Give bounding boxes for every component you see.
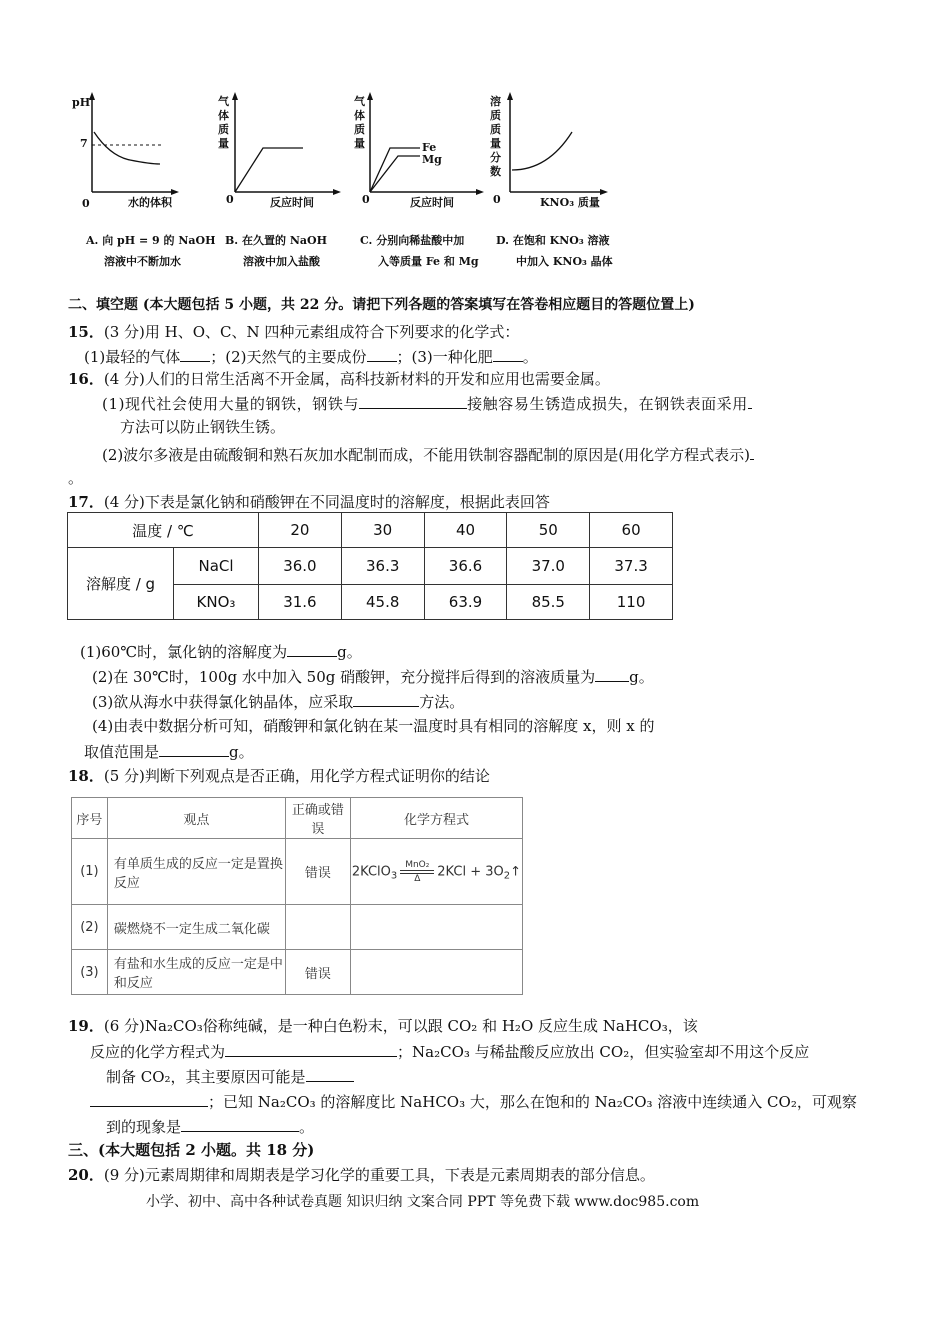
q17-blank2[interactable] <box>595 666 629 682</box>
q19-line2-a: 反应的化学方程式为 <box>90 1043 226 1061</box>
q20-stem-text: (9 分)元素周期律和周期表是学习化学的重要工具，下表是元素周期表的部分信息。 <box>103 1166 655 1184</box>
graph-d-caption-line2: 中加入 KNO₃ 晶体 <box>516 255 613 268</box>
q17-a3-text: (3)欲从海水中获得氯化钠晶体，应采取 <box>92 693 354 711</box>
eq-left: 2KClO <box>351 864 391 879</box>
row3-view: 有盐和水生成的反应一定是中和反应 <box>107 950 285 995</box>
temp-30: 30 <box>341 513 424 548</box>
row2-view: 碳燃烧不一定生成二氧化碳 <box>107 905 285 950</box>
q17-stem-text: (4 分)下表是氯化钠和硝酸钾在不同温度时的溶解度，根据此表回答 <box>103 493 550 511</box>
eq-right: 2KCl + 3O <box>437 864 504 879</box>
row3-no: (3) <box>72 950 108 995</box>
row1-equation <box>350 839 522 905</box>
q16-part2-text: (2)波尔多液是由硫酸铜和熟石灰加水配制而成，不能用铁制容器配制的原因是(用化学方程式表示) <box>102 446 750 464</box>
graph-a-tick: 7 <box>80 137 88 150</box>
graph-b-caption-line2: 溶液中加入盐酸 <box>243 255 320 268</box>
table-row <box>68 513 673 548</box>
solubility-table <box>67 512 673 620</box>
graph-a-ylabel: pH <box>72 96 91 109</box>
graph-a-caption-l1: 向 pH = 9 的 NaOH <box>102 234 216 247</box>
q17-a1-unit: g。 <box>337 643 362 661</box>
graph-b-caption-l1: 在久置的 NaOH <box>241 234 327 247</box>
kno3-20: 31.6 <box>259 585 342 620</box>
graph-b-caption-letter: B. <box>225 234 239 247</box>
q16-blank3[interactable] <box>750 444 754 460</box>
header-judge: 正确或错误 <box>285 798 350 839</box>
q16-blank2[interactable] <box>748 393 752 409</box>
section3-heading: 三、(本大题包括 2 小题。共 18 分) <box>68 1141 315 1159</box>
q17-a4-range-text: 取值范围是 <box>84 743 160 761</box>
nacl-20: 36.0 <box>259 548 342 585</box>
nacl-60: 37.3 <box>590 548 673 585</box>
q19-line1-text: (6 分)Na₂CO₃俗称纯碱，是一种白色粉末，可以跟 CO₂ 和 H₂O 反应生成 NaHCO₃，该 <box>103 1017 698 1035</box>
graph-a-origin: 0 <box>82 197 90 210</box>
q17-number: 17． <box>68 493 104 511</box>
q19-blank2[interactable] <box>306 1066 354 1082</box>
q19-line4-text: ；已知 Na₂CO₃ 的溶解度比 NaHCO₃ 大，那么在饱和的 Na₂CO₃ 溶液中连续通入 CO₂，可观察 <box>208 1093 857 1111</box>
row2-judge[interactable] <box>285 905 350 950</box>
graph-d-caption <box>496 231 610 251</box>
q19-line3-text: 制备 CO₂，其主要原因可能是 <box>106 1068 306 1086</box>
graph-c-series-mg: Mg <box>422 153 442 166</box>
table-row <box>72 798 523 839</box>
q17-a4-unit: g。 <box>229 743 254 761</box>
q18-number: 18． <box>68 767 104 785</box>
q16-stem-text: (4 分)人们的日常生活离不开金属，高科技新材料的开发和应用也需要金属。 <box>103 370 610 388</box>
q17-blank4[interactable] <box>159 741 229 757</box>
q16-part2-end: 。 <box>68 469 84 487</box>
viewpoint-table <box>71 797 523 995</box>
header-no: 序号 <box>72 798 108 839</box>
graph-d-xlabel: KNO₃ 质量 <box>540 196 600 209</box>
graph-d-ylabel: 溶质质量分数 <box>490 95 501 178</box>
q19-line3 <box>106 1066 354 1087</box>
q17-a2 <box>92 666 654 687</box>
q19-line4 <box>90 1091 857 1112</box>
q17-a4: (4)由表中数据分析可知，硝酸钾和氯化钠在某一温度时具有相同的溶解度 x，则 x 的 <box>92 717 655 735</box>
graph-d-caption-letter: D. <box>496 234 509 247</box>
section2-heading: 二、填空题 (本大题包括 5 小题，共 22 分。请把下列各题的答案填写在答卷相应题目的答题位置上) <box>68 297 695 313</box>
q16-number: 16． <box>68 370 104 388</box>
eq-gas-arrow: ↑ <box>510 864 521 879</box>
graph-d-caption-l1: 在饱和 KNO₃ 溶液 <box>512 234 610 247</box>
q20-number: 20． <box>68 1166 104 1184</box>
q17-a2-unit: g。 <box>629 668 654 686</box>
q16-stem <box>68 369 610 389</box>
q15-end: 。 <box>522 348 538 366</box>
q15-stem <box>68 322 519 342</box>
q15-blank3[interactable] <box>493 346 523 362</box>
q19-line2-b: ；Na₂CO₃ 与稀盐酸反应放出 CO₂，但实验室却不用这个反应 <box>397 1043 810 1061</box>
row3-judge: 错误 <box>285 950 350 995</box>
q17-a1-text: (1)60℃时，氯化钠的溶解度为 <box>80 643 288 661</box>
nacl-40: 36.6 <box>424 548 507 585</box>
header-view: 观点 <box>107 798 285 839</box>
graph-c-caption-letter: C. <box>360 234 373 247</box>
table-row <box>72 950 523 995</box>
graph-c-ylabel: 气体质量 <box>354 95 365 150</box>
row1-view: 有单质生成的反应一定是置换反应 <box>107 839 285 905</box>
q15-answers <box>84 346 538 367</box>
q15-number: 15． <box>68 323 104 341</box>
kno3-60: 110 <box>590 585 673 620</box>
q16-part1-b: 接触容易生锈造成损失，在钢铁表面采用 <box>467 395 748 413</box>
q17-a4-range <box>84 741 254 762</box>
q15-part3: ；(3)一种化肥 <box>396 348 493 366</box>
q19-blank1[interactable] <box>225 1041 397 1057</box>
temp-20: 20 <box>259 513 342 548</box>
q17-a2-text: (2)在 30℃时，100g 水中加入 50g 硝酸钾，充分搅拌后得到的溶液质量为 <box>92 668 596 686</box>
q19-line1 <box>68 1016 698 1036</box>
q15-stem-text: (3 分)用 H、O、C、N 四种元素组成符合下列要求的化学式： <box>103 323 520 341</box>
q15-blank2[interactable] <box>367 346 397 362</box>
table-row <box>68 548 673 585</box>
q15-part2: ；(2)天然气的主要成份 <box>210 348 367 366</box>
graph-c-caption <box>360 231 464 251</box>
q15-part1: (1)最轻的气体 <box>84 348 181 366</box>
table-row <box>72 839 523 905</box>
kno3-30: 45.8 <box>341 585 424 620</box>
row2-no: (2) <box>72 905 108 950</box>
q19-line2 <box>90 1041 809 1062</box>
graph-a-caption-letter: A. <box>86 234 99 247</box>
row-name-kno3: KNO₃ <box>174 585 259 620</box>
q20-stem <box>68 1165 655 1185</box>
graph-c-series-fe: Fe <box>422 141 437 154</box>
row2-equation[interactable] <box>350 905 522 950</box>
row1-no: (1) <box>72 839 108 905</box>
q17-a1 <box>80 641 362 662</box>
q18-stem-text: (5 分)判断下列观点是否正确，用化学方程式证明你的结论 <box>103 767 490 785</box>
eq-right-sub: 2 <box>503 870 511 881</box>
nacl-50: 37.0 <box>507 548 590 585</box>
graph-c-caption-line2: 入等质量 Fe 和 Mg <box>378 255 479 268</box>
eq-left-sub: 3 <box>390 870 398 881</box>
graph-a-caption <box>86 231 215 251</box>
eq-catalyst: MnO₂ <box>405 859 430 870</box>
graph-c-caption-l1: 分别向稀盐酸中加 <box>376 234 465 247</box>
temp-header: 温度 / ℃ <box>68 513 259 548</box>
q19-blank3[interactable] <box>181 1116 299 1132</box>
temp-60: 60 <box>590 513 673 548</box>
eq-arrow-block <box>400 860 434 884</box>
q17-a3 <box>92 691 464 712</box>
footer: 小学、初中、高中各种试卷真题 知识归纳 文案合同 PPT 等免费下载 www.doc985.com <box>146 1194 700 1210</box>
graph-d-origin: 0 <box>493 193 501 206</box>
q15-blank1[interactable] <box>180 346 210 362</box>
q16-part1 <box>102 393 752 414</box>
kno3-50: 85.5 <box>507 585 590 620</box>
q17-blank3[interactable] <box>353 691 419 707</box>
eq-condition: Δ <box>414 873 421 884</box>
solubility-header: 溶解度 / g <box>68 548 174 620</box>
q19-line5 <box>106 1116 314 1137</box>
graph-b-ylabel: 气体质量 <box>218 95 229 150</box>
kno3-40: 63.9 <box>424 585 507 620</box>
graph-c-origin: 0 <box>362 193 370 206</box>
graph-a-caption-line2: 溶液中不断加水 <box>104 255 181 268</box>
graph-c-xlabel: 反应时间 <box>410 196 454 209</box>
row-name-nacl: NaCl <box>174 548 259 585</box>
graph-a-xlabel: 水的体积 <box>128 196 172 209</box>
q16-part2 <box>102 444 754 465</box>
q19-number: 19． <box>68 1017 104 1035</box>
graph-b-xlabel: 反应时间 <box>270 196 314 209</box>
q19-line5-a: 到的现象是 <box>106 1118 182 1136</box>
table-row <box>72 905 523 950</box>
q19-line5-end: 。 <box>299 1118 315 1136</box>
nacl-30: 36.3 <box>341 548 424 585</box>
graph-b-plot <box>225 88 345 198</box>
row3-equation[interactable] <box>350 950 522 995</box>
temp-40: 40 <box>424 513 507 548</box>
q16-part1-a: (1)现代社会使用大量的钢铁，钢铁与 <box>102 395 360 413</box>
q16-blank1[interactable] <box>359 393 467 409</box>
header-equation: 化学方程式 <box>350 798 522 839</box>
q19-blank2-cont[interactable] <box>90 1091 208 1107</box>
row1-judge: 错误 <box>285 839 350 905</box>
graph-b-caption <box>225 231 327 251</box>
graph-b-origin: 0 <box>226 193 234 206</box>
q17-a3-end: 方法。 <box>419 693 465 711</box>
q18-stem <box>68 766 490 786</box>
temp-50: 50 <box>507 513 590 548</box>
q16-part1-c: 方法可以防止钢铁生锈。 <box>120 418 286 436</box>
graph-d-plot <box>498 88 613 198</box>
q17-stem <box>68 492 550 512</box>
q17-blank1[interactable] <box>287 641 337 657</box>
